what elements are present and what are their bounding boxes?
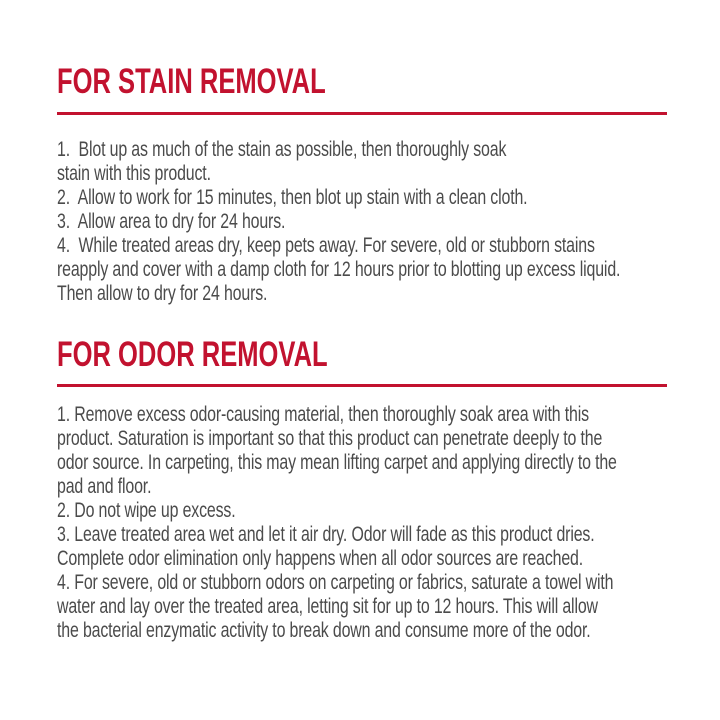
odor-step-4-line-1: 4. For severe, old or stubborn odors on carpeting or fabrics, saturate a towel with bbox=[57, 570, 614, 594]
odor-step-1-line-1: 1. Remove excess odor-causing material, then thoroughly soak area with this bbox=[57, 402, 589, 426]
stain-step-2: 2. Allow to work for 15 minutes, then blot up stain with a clean cloth. bbox=[57, 185, 528, 209]
stain-removal-divider bbox=[57, 112, 667, 115]
stain-step-4-line-2: reapply and cover with a damp cloth for 12 hours prior to blotting up excess liquid. bbox=[57, 257, 621, 281]
stain-step-1-line-1: 1. Blot up as much of the stain as possible, then thoroughly soak bbox=[57, 137, 507, 161]
odor-step-1-line-2: product. Saturation is important so that this product can penetrate deeply to the bbox=[57, 426, 603, 450]
odor-removal-instructions bbox=[57, 402, 667, 642]
odor-removal-heading: FOR ODOR REMOVAL bbox=[57, 335, 328, 374]
odor-step-1-line-3: odor source. In carpeting, this may mean lifting carpet and applying directly to the bbox=[57, 450, 617, 474]
stain-removal-heading: FOR STAIN REMOVAL bbox=[57, 62, 326, 101]
odor-step-4-line-3: the bacterial enzymatic activity to break down and consume more of the odor. bbox=[57, 618, 591, 642]
odor-step-3-line-2: Complete odor elimination only happens when all odor sources are reached. bbox=[57, 546, 584, 570]
odor-removal-divider bbox=[57, 384, 667, 387]
stain-step-4-line-3: Then allow to dry for 24 hours. bbox=[57, 281, 268, 305]
odor-step-2: 2. Do not wipe up excess. bbox=[57, 498, 236, 522]
odor-step-1-line-4: pad and floor. bbox=[57, 474, 152, 498]
stain-step-3: 3. Allow area to dry for 24 hours. bbox=[57, 209, 286, 233]
odor-step-4-line-2: water and lay over the treated area, letting sit for up to 12 hours. This will allow bbox=[57, 594, 598, 618]
odor-step-3-line-1: 3. Leave treated area wet and let it air dry. Odor will fade as this product dries. bbox=[57, 522, 595, 546]
stain-removal-instructions bbox=[57, 137, 667, 305]
stain-step-4-line-1: 4. While treated areas dry, keep pets away. For severe, old or stubborn stains bbox=[57, 233, 595, 257]
stain-step-1-line-2: stain with this product. bbox=[57, 161, 211, 185]
